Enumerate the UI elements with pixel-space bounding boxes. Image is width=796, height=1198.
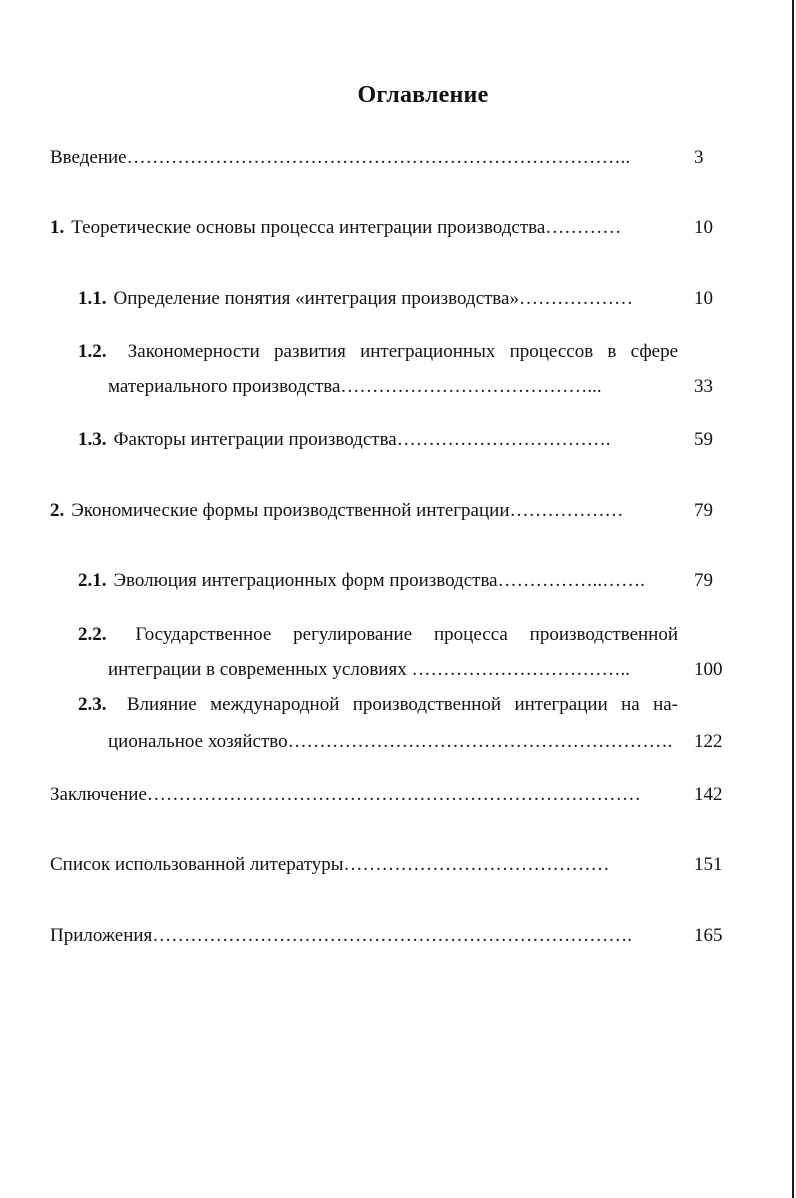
toc-leader-dots: …………………………………………………………………….. bbox=[126, 147, 631, 168]
toc-page-number: 142 bbox=[694, 784, 723, 805]
toc-entry-number: 1. bbox=[50, 217, 65, 238]
toc-entry-literature bbox=[50, 853, 610, 877]
toc-entry-section-2-3 bbox=[78, 693, 678, 717]
toc-entry-text: Заключение bbox=[50, 784, 147, 805]
toc-entry-text: Эволюция интеграционных форм производства bbox=[113, 570, 498, 591]
toc-leader-dots: …………………………….. bbox=[411, 659, 630, 680]
toc-entry-text: Список использованной литературы bbox=[50, 854, 344, 875]
toc-leader-dots: ……………………………. bbox=[396, 429, 611, 450]
toc-entry-text: Факторы интеграции производства bbox=[113, 429, 397, 450]
toc-leader-dots: …………………………………… bbox=[343, 854, 610, 875]
toc-entry-chapter-1 bbox=[50, 216, 621, 240]
toc-leader-dots: ……………………………………………………. bbox=[287, 731, 673, 752]
toc-leader-dots: ……………… bbox=[509, 500, 624, 521]
toc-entry-text: материального производства bbox=[108, 376, 341, 397]
toc-leader-dots: ……………… bbox=[518, 288, 633, 309]
toc-entry-conclusion bbox=[50, 783, 641, 807]
toc-entry-text: Экономические формы производственной интеграции bbox=[71, 500, 510, 521]
toc-entry-section-1-3 bbox=[78, 428, 611, 452]
toc-entry-text: Влияние международной производственной интеграции на на- bbox=[126, 694, 679, 715]
toc-entry-number: 2. bbox=[50, 500, 65, 521]
toc-entry-section-1-2-cont bbox=[108, 375, 602, 399]
toc-page-number: 100 bbox=[694, 659, 723, 680]
toc-entry-text: циональное хозяйство bbox=[108, 731, 288, 752]
toc-entry-text: интеграции в современных условиях bbox=[108, 659, 407, 680]
toc-entry-number: 2.3. bbox=[78, 694, 107, 715]
toc-entry-text: Закономерности развития интеграционных процессов в сфере bbox=[127, 341, 678, 362]
toc-entry-section-2-3-cont bbox=[108, 730, 672, 754]
toc-entry-number: 2.2. bbox=[78, 624, 107, 645]
toc-entry-section-2-2-cont bbox=[108, 658, 630, 682]
toc-entry-section-1-2 bbox=[78, 340, 678, 364]
toc-page-number: 33 bbox=[694, 376, 713, 397]
toc-entry-number: 2.1. bbox=[78, 570, 107, 591]
toc-page-number: 10 bbox=[694, 288, 713, 309]
toc-entry-text: Государственное регулирование процесса производственной bbox=[135, 624, 679, 645]
toc-leader-dots: …………………………………………………………………… bbox=[146, 784, 641, 805]
toc-leader-dots: …………………………………... bbox=[340, 376, 602, 397]
toc-leader-dots: ………… bbox=[545, 217, 622, 238]
toc-entry-text: Определение понятия «интеграция производства» bbox=[113, 288, 519, 309]
toc-leader-dots: …………………………………………………………………. bbox=[152, 925, 633, 946]
toc-page-number: 151 bbox=[694, 854, 723, 875]
toc-entry-section-2-2 bbox=[78, 623, 678, 647]
toc-entry-number: 1.3. bbox=[78, 429, 107, 450]
toc-page-number: 10 bbox=[694, 217, 713, 238]
toc-entry-text: Приложения bbox=[50, 925, 153, 946]
toc-page-number: 79 bbox=[694, 500, 713, 521]
page-edge-line bbox=[792, 0, 794, 1198]
toc-entry-number: 1.2. bbox=[78, 341, 107, 362]
toc-page-number: 165 bbox=[694, 925, 723, 946]
toc-page-number: 3 bbox=[694, 147, 704, 168]
toc-entry-number: 1.1. bbox=[78, 288, 107, 309]
toc-entry-text: Введение bbox=[50, 147, 127, 168]
toc-leader-dots: ……………..……. bbox=[497, 570, 645, 591]
page-title: Оглавление bbox=[357, 82, 489, 108]
toc-entry-section-1-1 bbox=[78, 287, 633, 311]
toc-page-number: 79 bbox=[694, 570, 713, 591]
toc-entry-appendix bbox=[50, 924, 632, 948]
toc-entry-chapter-2 bbox=[50, 499, 623, 523]
toc-page-number: 59 bbox=[694, 429, 713, 450]
toc-page-number: 122 bbox=[694, 731, 723, 752]
toc-entry-text: Теоретические основы процесса интеграции производства bbox=[71, 217, 546, 238]
toc-entry-section-2-1 bbox=[78, 569, 645, 593]
toc-entry-intro bbox=[50, 146, 630, 170]
